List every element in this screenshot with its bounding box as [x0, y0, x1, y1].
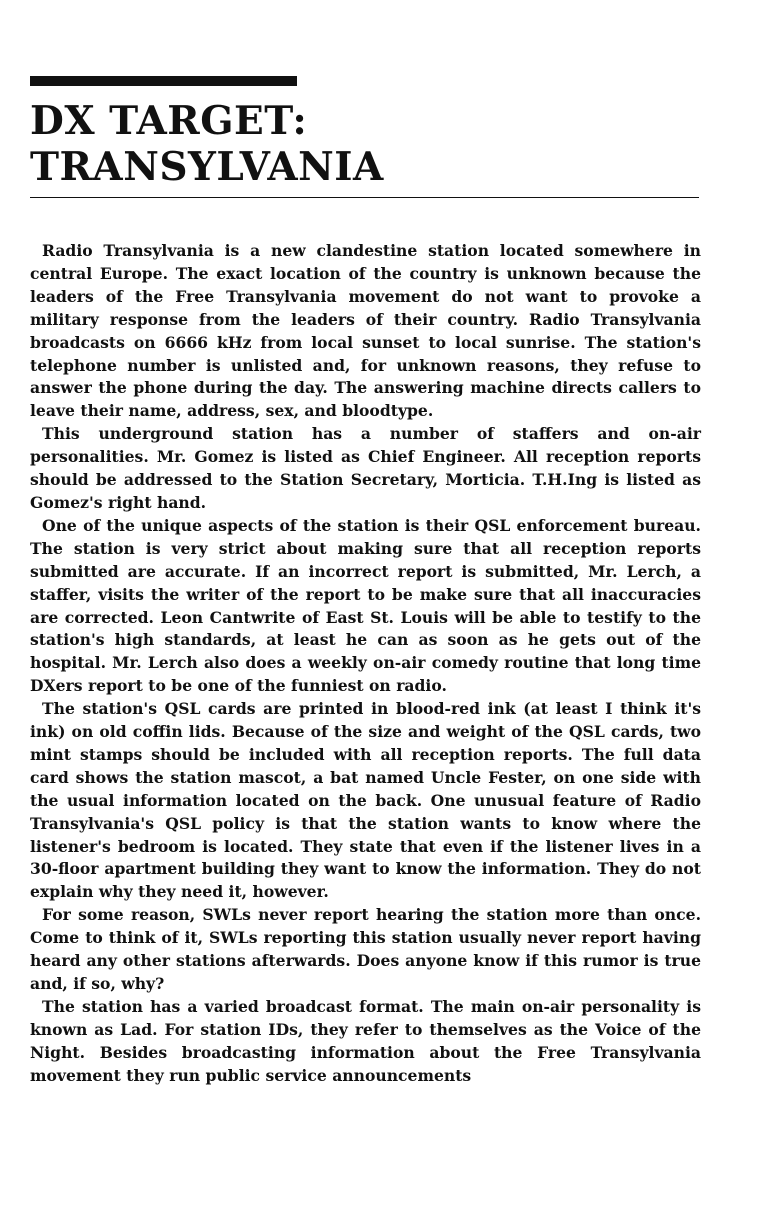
title-line-2: TRANSYLVANIA: [30, 144, 384, 190]
article-title: [30, 98, 710, 190]
header-bar: [30, 76, 297, 86]
title-divider: [30, 197, 699, 198]
article-body: [30, 240, 701, 1088]
paragraph: Radio Transylvania is a new clandestine station located somewhere in central Europe. The exact location of the country is unknown because the leaders of the Free Transylvania movement do not want to provoke a military response from the leaders of their country. Radio Transylvania broadcasts on 6666 kHz from local sunset to local sunrise. The station's telephone number is unlisted and, for unknown reasons, they refuse to answer the phone during the day. The answering machine directs callers to leave their name, address, sex, and bloodtype.: [30, 241, 701, 421]
paragraph: The station's QSL cards are printed in blood-red ink (at least I think it's ink) on old coffin lids. Because of the size and weight of the QSL cards, two mint stamps should be included with all reception reports. The full data card shows the station mascot, a bat named Uncle Fester, on one side with the usual information located on the back. One unusual feature of Radio Transylvania's QSL policy is that the station wants to know where the listener's bedroom is located. They state that even if the listener lives in a 30-floor apartment building they want to know the information. They do not explain why they need it, however.: [30, 699, 701, 902]
paragraph: One of the unique aspects of the station is their QSL enforcement bureau. The station is very strict about making sure that all reception reports submitted are accurate. If an incorrect report is submitted, Mr. Lerch, a staffer, visits the writer of the report to be make sure that all inaccuracies are corrected. Leon Cantwrite of East St. Louis will be able to testify to the station's high standards, at least he can as soon as he gets out of the hospital. Mr. Lerch also does a weekly on-air comedy routine that long time DXers report to be one of the funniest on radio.: [30, 515, 701, 696]
paragraph: The station has a varied broadcast format. The main on-air personality is known as Lad. For station IDs, they refer to themselves as the Voice of the Night. Besides broadcasting information about the Free Transylvania movement they run public service announcements: [30, 996, 701, 1085]
paragraph: For some reason, SWLs never report hearing the station more than once. Come to think of it, SWLs reporting this station usually never report having heard any other stations afterwards. Does anyone know if this rumor is true and, if so, why?: [30, 905, 701, 993]
paragraph: This underground station has a number of staffers and on-air personalities. Mr. Gomez is listed as Chief Engineer. All reception reports should be addressed to the Station Secretary, Morticia. T.H.Ing is listed as Gomez's right hand.: [30, 424, 701, 512]
title-line-1: DX TARGET:: [30, 98, 308, 144]
